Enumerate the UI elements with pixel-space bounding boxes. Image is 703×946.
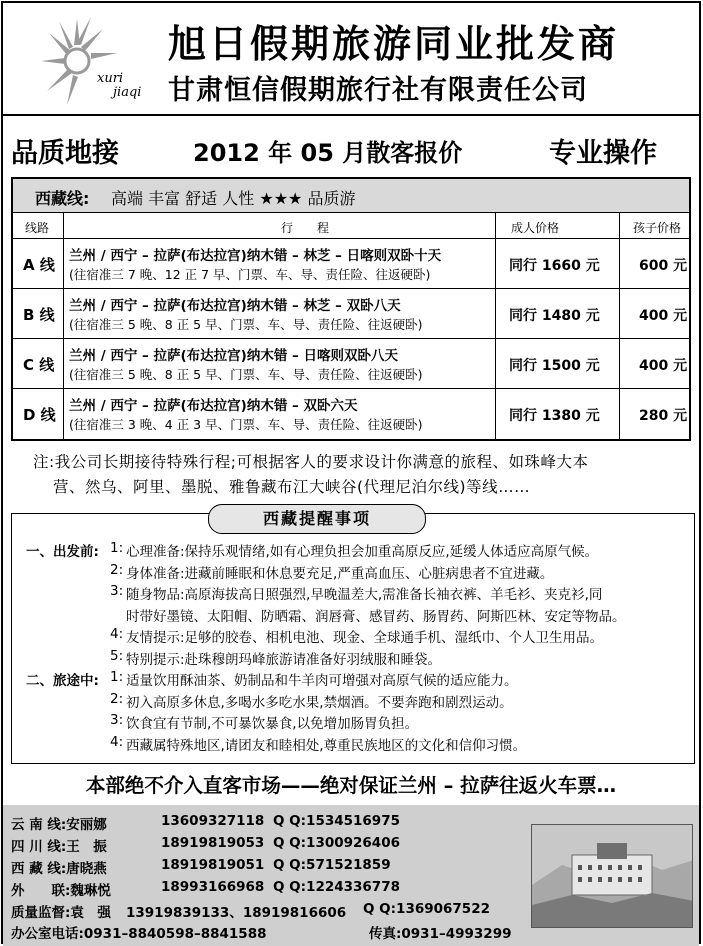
contact-phone[interactable]: 13919839133、18919816606 — [126, 905, 347, 921]
potala-palace-image-icon — [532, 825, 693, 928]
child-price: 600 元 — [639, 258, 688, 274]
tip-section: 一、出发前: — [26, 544, 99, 560]
line-code: A 线 — [23, 256, 55, 274]
contact-qq[interactable]: Q Q:571521859 — [273, 857, 391, 873]
tip-number: 2: — [110, 561, 124, 578]
price-flyer — [1, 1, 701, 944]
column-header-adult-price: 成人价格 — [511, 221, 560, 235]
contact-phone[interactable]: 18993166968 — [161, 879, 265, 895]
special-itinerary-notice — [33, 450, 693, 500]
table-row — [13, 239, 689, 289]
contact-name: 外 联:魏琳悦 — [11, 883, 111, 899]
product-header — [13, 179, 689, 213]
tip-text: 心理准备:保持乐观情绪,如有心理负担会加重高原反应,延缓人体适应高原气候。 — [126, 544, 599, 560]
adult-price: 同行 1380 元 — [509, 408, 600, 424]
tip-number: 4: — [110, 626, 124, 642]
table-row — [13, 289, 689, 339]
contact-panel — [3, 805, 699, 946]
table-header-row — [13, 213, 689, 239]
table-row — [13, 389, 689, 439]
contact-phone[interactable]: 18919819051 — [161, 857, 265, 873]
tip-number: 4: — [110, 733, 124, 750]
logo-text-xuri: xuri — [97, 71, 124, 86]
contact-phone[interactable]: 13609327118 — [161, 813, 265, 829]
adult-price: 同行 1660 元 — [509, 258, 600, 274]
office-phone[interactable]: 办公室电话:0931–8840598–8841588 — [11, 926, 267, 942]
tip-number: 1: — [110, 540, 124, 556]
tip-text: 友情提示:足够的胶卷、相机电池、现金、全球通手机、湿纸巾、个人卫生用品。 — [126, 630, 604, 646]
potala-palace-photo — [531, 824, 693, 928]
tip-number: 2: — [110, 690, 124, 707]
product-description: 高端 丰富 舒适 人性 ★★★ 品质游 — [111, 189, 356, 208]
banner-title: 2012 年 05 月散客报价 — [193, 139, 463, 167]
tip-item — [26, 605, 692, 627]
line-code: D 线 — [23, 406, 56, 424]
company-logo — [41, 9, 161, 109]
company-subtitle: 甘肃恒信假期旅行社有限责任公司 — [168, 75, 588, 106]
tip-text: 身体准备:进藏前睡眠和休息要充足,严重高血压、心脏病患者不宜进藏。 — [126, 565, 554, 582]
tip-item — [26, 626, 692, 648]
banner-slogan-left: 品质地接 — [11, 138, 119, 169]
tip-item — [26, 712, 692, 734]
route-name: 兰州 / 西宁 – 拉萨(布达拉宫)纳木错 – 日喀则双卧八天 — [69, 348, 398, 364]
contact-name: 质量监督:袁 强 — [11, 905, 111, 921]
table-row — [13, 339, 689, 389]
tips-list — [26, 540, 692, 755]
tip-item — [26, 583, 692, 605]
tips-title: 西藏提醒事项 — [208, 504, 426, 534]
contact-name: 四 川 线:王 振 — [11, 839, 107, 855]
route-inclusions: (往宿准三 5 晚、8 正 5 早、门票、车、导、责任险、往返硬卧) — [69, 367, 423, 382]
contact-qq[interactable]: Q Q:1534516975 — [273, 813, 400, 829]
tip-text: 初入高原多休息,多喝水多吃水果,禁烟酒。不要奔跑和剧烈运动。 — [126, 694, 513, 711]
adult-price: 同行 1480 元 — [509, 308, 600, 324]
logo-text-jiaqi: jiaqi — [113, 85, 142, 100]
notice-line: 营、然乌、阿里、墨脱、雅鲁藏布江大峡谷(代理尼泊尔线)等线…… — [53, 478, 531, 496]
tip-text: 随身物品:高原海拔高日照强烈,早晚温差大,需准备长袖衣裤、羊毛衫、夹克衫,同 — [126, 587, 603, 603]
contact-phone[interactable]: 18919819053 — [161, 835, 265, 851]
tip-number: 1: — [110, 669, 124, 685]
contact-qq[interactable]: Q Q:1224336778 — [273, 879, 400, 895]
line-code: C 线 — [23, 356, 55, 374]
tip-item — [26, 734, 692, 756]
sun-logo-icon — [41, 9, 161, 109]
tip-section: 二、旅途中: — [26, 673, 99, 689]
line-code: B 线 — [23, 306, 55, 324]
route-inclusions: (往宿准三 3 晚、4 正 3 早、门票、车、导、责任险、往返硬卧) — [69, 417, 423, 432]
product-label: 西藏线: — [35, 189, 90, 208]
route-name: 兰州 / 西宁 – 拉萨(布达拉宫)纳木错 – 林芝 – 双卧八天 — [69, 298, 401, 314]
tip-number: 3: — [110, 583, 124, 599]
contact-name: 云 南 线:安丽娜 — [11, 817, 107, 833]
header — [3, 3, 699, 116]
tip-text: 特别提示:赴珠穆朗玛峰旅游请准备好羽绒服和睡袋。 — [126, 651, 442, 668]
tip-text: 饮食宜有节制,不可暴饮暴食,以免增加肠胃负担。 — [126, 716, 419, 732]
contact-qq[interactable]: Q Q:1300926406 — [273, 835, 400, 851]
tip-text: 西藏属特殊地区,请团友和睦相处,尊重民族地区的文化和信仰习惯。 — [126, 737, 527, 754]
banner-slogan-right: 专业操作 — [549, 138, 657, 169]
tip-number: 5: — [110, 647, 124, 664]
tip-item — [26, 669, 692, 691]
tip-text: 时带好墨镜、太阳帽、防晒霜、润唇膏、感冒药、肠胃药、阿斯匹林、安定等物品。 — [126, 608, 626, 625]
route-inclusions: (往宿准三 5 晚、8 正 5 早、门票、车、导、责任险、往返硬卧) — [69, 317, 423, 332]
route-name: 兰州 / 西宁 – 拉萨(布达拉宫)纳木错 – 双卧六天 — [69, 398, 358, 414]
notice-line: 注:我公司长期接待特殊行程;可根据客人的要求设计你满意的旅程、如珠峰大本 — [33, 453, 589, 471]
company-title: 旭日假期旅游同业批发商 — [168, 22, 620, 66]
column-header-child-price: 孩子价格 — [633, 221, 682, 235]
tibet-tips-box — [11, 509, 695, 764]
route-inclusions: (往宿准三 7 晚、12 正 7 早、门票、车、导、责任险、往返硬卧) — [69, 267, 431, 282]
price-banner — [3, 121, 699, 175]
route-name: 兰州 / 西宁 – 拉萨(布达拉宫)纳木错 – 林芝 – 日喀则双卧十天 — [69, 248, 442, 264]
fax-number[interactable]: 传真:0931–4993299 — [369, 926, 512, 942]
tip-item — [26, 562, 692, 584]
tip-item — [26, 648, 692, 670]
adult-price: 同行 1500 元 — [509, 358, 600, 374]
contact-name: 西 藏 线:唐晓燕 — [11, 861, 107, 877]
tip-item — [26, 691, 692, 713]
tibet-product-table — [11, 177, 691, 441]
guarantee-slogan: 本部绝不介入直客市场——绝对保证兰州 – 拉萨往返火车票… — [85, 774, 617, 797]
column-header-route: 行 程 — [281, 221, 330, 235]
column-header-line: 线路 — [25, 221, 50, 235]
child-price: 400 元 — [639, 358, 688, 374]
child-price: 280 元 — [639, 408, 688, 424]
child-price: 400 元 — [639, 308, 688, 324]
contact-qq[interactable]: Q Q:1369067522 — [363, 901, 490, 917]
tip-text: 适量饮用酥油茶、奶制品和牛羊肉可增强对高原气候的适应能力。 — [126, 673, 518, 689]
tip-number: 3: — [110, 712, 124, 728]
tip-item — [26, 540, 692, 562]
